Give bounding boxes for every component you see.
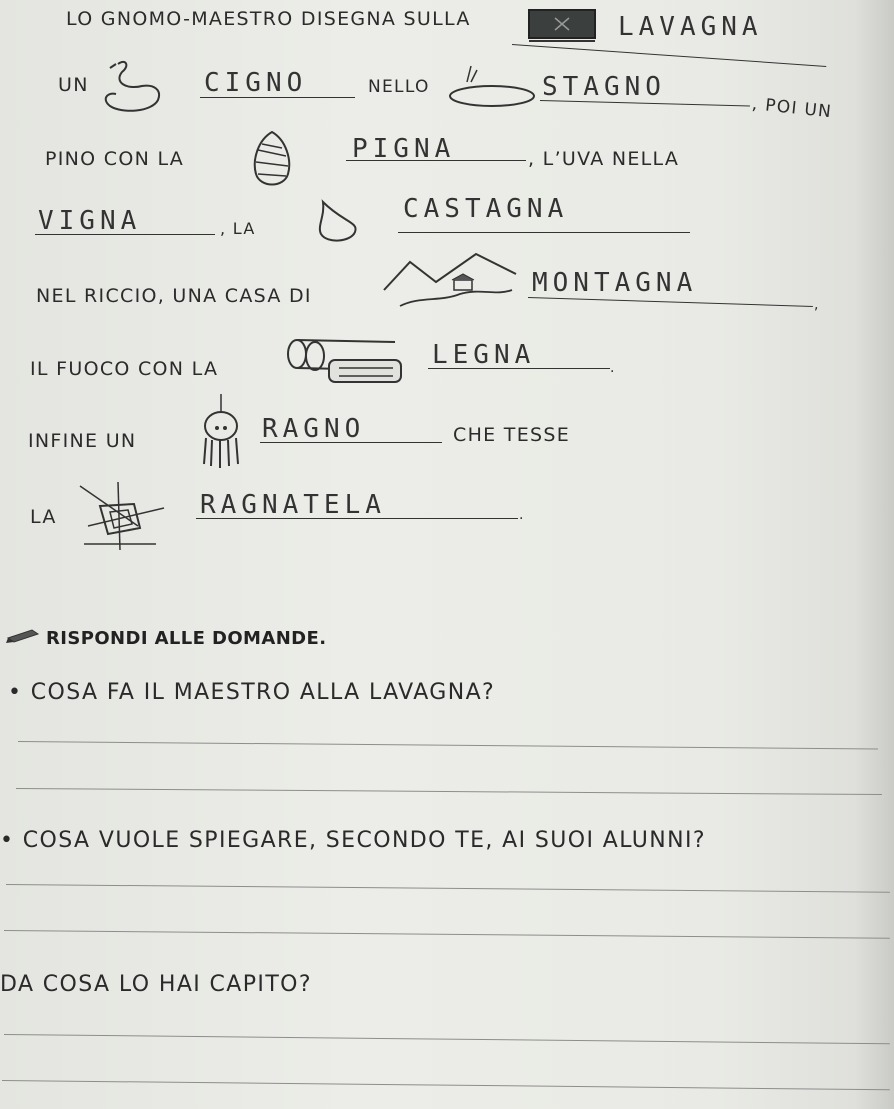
answer-montagna: MONTAGNA: [532, 268, 698, 298]
swan-icon: [92, 56, 172, 122]
answer-line-cigno: [200, 97, 355, 98]
answer-line-legna: [428, 368, 610, 369]
punctuation-line-5: ,: [814, 297, 820, 313]
sentence-line-8: LA: [30, 506, 57, 528]
answer-ragno: RAGNO: [262, 414, 366, 444]
page-edge-shadow: [854, 0, 894, 1109]
question-3-text: DA COSA LO HAI CAPITO?: [0, 972, 312, 997]
mountain-icon: [380, 250, 520, 320]
pinecone-icon: [250, 130, 294, 192]
spiderweb-icon: [78, 482, 168, 552]
spider-icon: [196, 394, 246, 470]
chestnut-icon: [313, 196, 363, 246]
answer-line-ragnatela: [196, 518, 518, 519]
question-1-bullet: •: [8, 680, 23, 705]
pond-icon: [447, 62, 537, 110]
blackboard-icon: [527, 8, 597, 44]
answer-stagno: STAGNO: [542, 72, 666, 102]
sentence-line-5: NEL RICCIO, UNA CASA DI: [36, 285, 312, 307]
answer-line-pigna: [346, 160, 526, 161]
punctuation-line-8: .: [519, 507, 525, 523]
sentence-line-2-middle: NELLO: [368, 77, 430, 97]
answer-pigna: PIGNA: [352, 134, 456, 164]
answer-line-question-2a: [6, 884, 890, 893]
sentence-line-7-end: CHE TESSE: [453, 424, 571, 446]
sentence-line-3-start: PINO CON LA: [45, 148, 185, 170]
answer-line-question-2b: [4, 930, 890, 939]
answer-cigno: CIGNO: [204, 68, 308, 98]
answer-line-question-3a: [4, 1034, 890, 1044]
question-2-bullet: •: [0, 828, 15, 853]
answer-lavagna: LAVAGNA: [618, 12, 763, 42]
answer-ragnatela: RAGNATELA: [200, 490, 386, 520]
pencil-icon: [6, 624, 40, 644]
answer-castagna: CASTAGNA: [403, 194, 569, 224]
question-2: [0, 828, 706, 853]
question-1: [8, 680, 495, 705]
punctuation-line-6: .: [610, 360, 616, 376]
question-3: [0, 972, 312, 997]
sentence-line-2-start: UN: [58, 74, 89, 96]
sentence-line-7-start: INFINE UN: [28, 430, 137, 452]
answer-line-montagna: [528, 297, 813, 307]
sentence-line-4: , LA: [220, 219, 256, 238]
answer-line-castagna: [398, 232, 690, 233]
answer-vigna: VIGNA: [38, 206, 142, 236]
answer-line-question-3b: [2, 1080, 890, 1090]
sentence-line-3-end: , L’UVA NELLA: [528, 148, 680, 170]
sentence-line-1: LO GNOMO-MAESTRO DISEGNA SULLA: [66, 8, 471, 30]
question-1-text: COSA FA IL MAESTRO ALLA LAVAGNA?: [30, 680, 496, 705]
sentence-line-2-end: , POI UN: [750, 94, 834, 123]
answer-line-ragno: [260, 442, 442, 443]
answer-line-question-1b: [16, 788, 882, 795]
answer-line-vigna: [35, 234, 215, 235]
firewood-icon: [285, 336, 409, 390]
question-2-text: COSA VUOLE SPIEGARE, SECONDO TE, AI SUOI ALUNNI?: [22, 828, 706, 853]
answer-line-question-1a: [18, 741, 878, 750]
answer-legna: LEGNA: [432, 340, 536, 370]
section-heading: RISPONDI ALLE DOMANDE.: [46, 628, 327, 649]
sentence-line-6: IL FUOCO CON LA: [30, 358, 219, 380]
answer-line-lavagna: [512, 44, 826, 67]
